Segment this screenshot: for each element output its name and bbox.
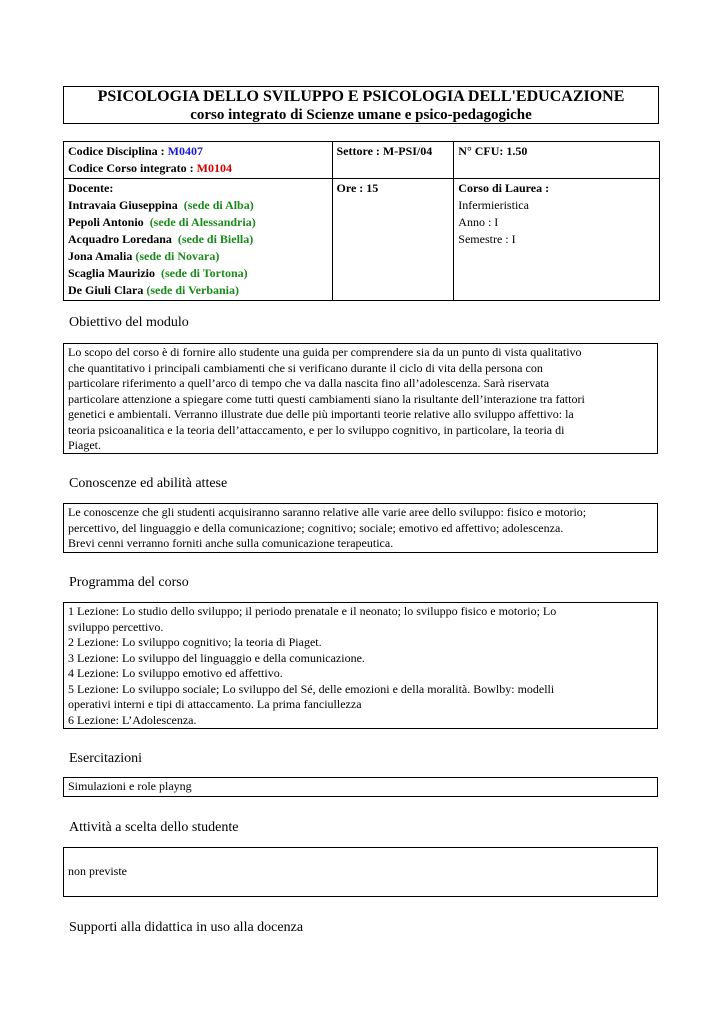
codice-disciplina-value: M0407 — [167, 144, 203, 158]
docente-item: Jona Amalia (sede di Novara) — [68, 249, 220, 263]
docente-label: Docente: — [68, 181, 114, 195]
conoscenze-box: Le conoscenze che gli studenti acquisiranno saranno relative alle varie aree dello sviluppo: fisico e motorio; percettivo, del linguaggio e della comunicazione; cognitivo; sociale; emotivo ed affettivo; adolescenza. Brevi cenni verranno forniti anche sulla comunicazione terapeutica. — [63, 503, 658, 553]
semestre: Semestre : I — [458, 232, 516, 246]
codice-disciplina-label: Codice Disciplina : — [68, 144, 165, 158]
esercitazioni-box: Simulazioni e role playng — [63, 777, 658, 797]
attivita-box: non previste — [63, 847, 658, 897]
esercitazioni-heading: Esercitazioni — [69, 751, 143, 766]
programma-box: 1 Lezione: Lo studio dello sviluppo; il periodo prenatale e il neonato; lo sviluppo fisico e motorio; Lo sviluppo percettivo. 2 Lezione: Lo sviluppo cognitivo; la teoria di Piaget. 3 Lezione: Lo sviluppo del linguaggio e della comunicazione. 4 Lezione: Lo sviluppo emotivo ed affettivo. 5 Lezione: Lo sviluppo sociale; Lo sviluppo del Sé, delle emozioni e della moralità. Bowlby: modelli operativi interni e tipi di attaccamento. La prima fanciullezza 6 Lezione: L’Adolescenza. — [63, 602, 658, 729]
programma-heading: Programma del corso — [69, 575, 189, 590]
docente-item: De Giuli Clara (sede di Verbania) — [68, 283, 240, 297]
docente-item: Pepoli Antonio (sede di Alessandria) — [68, 215, 256, 229]
course-title-box — [63, 86, 659, 124]
docente-item: Intravaia Giuseppina (sede di Alba) — [68, 198, 254, 212]
settore-cell: Settore : M-PSI/04 — [332, 142, 454, 179]
course-subtitle: corso integrato di Scienze umane e psico-pedagogiche — [190, 107, 532, 123]
conoscenze-heading: Conoscenze ed abilità attese — [69, 476, 228, 491]
ore-cell: Ore : 15 — [332, 179, 454, 301]
corso-cell — [454, 179, 660, 301]
codes-cell — [64, 142, 333, 179]
codice-corso-label: Codice Corso integrato : — [68, 161, 194, 175]
obiettivo-box: Lo scopo del corso è di fornire allo studente una guida per comprendere sia da un punto di vista qualitativo che quantitativo i principali cambiamenti che si verificano durante il ciclo di vita della persona con particolare riferimento a quell’arco di tempo che va dalla nascita fino all’adolescenza. Sarà riservata particolare attenzione a spiegare come tutti questi cambiamenti siano la risultante dell’interazione tra fattori genetici e ambientali. Verranno illustrate due delle più importanti teorie relative allo sviluppo affettivo: la teoria psicoanalitica e la teoria dell’attaccamento, e per lo sviluppo cognitivo, in particolare, la teoria di Piaget. — [63, 343, 658, 454]
docente-item: Acquadro Loredana (sede di Biella) — [68, 232, 254, 246]
course-info-table — [63, 141, 660, 301]
course-title: PSICOLOGIA DELLO SVILUPPO E PSICOLOGIA DELL'EDUCAZIONE — [97, 88, 625, 105]
codes-row — [64, 142, 660, 179]
cfu-cell: N° CFU: 1.50 — [454, 142, 660, 179]
corso-name: Infermieristica — [458, 198, 529, 212]
codice-corso-value: M0104 — [196, 161, 232, 175]
anno: Anno : I — [458, 215, 499, 229]
corso-label: Corso di Laurea : — [458, 181, 550, 195]
docenti-cell — [64, 179, 333, 301]
docenti-row — [64, 179, 660, 301]
docente-item: Scaglia Maurizio (sede di Tortona) — [68, 266, 248, 280]
obiettivo-heading: Obiettivo del modulo — [69, 315, 189, 330]
attivita-heading: Attività a scelta dello studente — [69, 820, 239, 835]
supporti-heading: Supporti alla didattica in uso alla docenza — [69, 920, 304, 935]
